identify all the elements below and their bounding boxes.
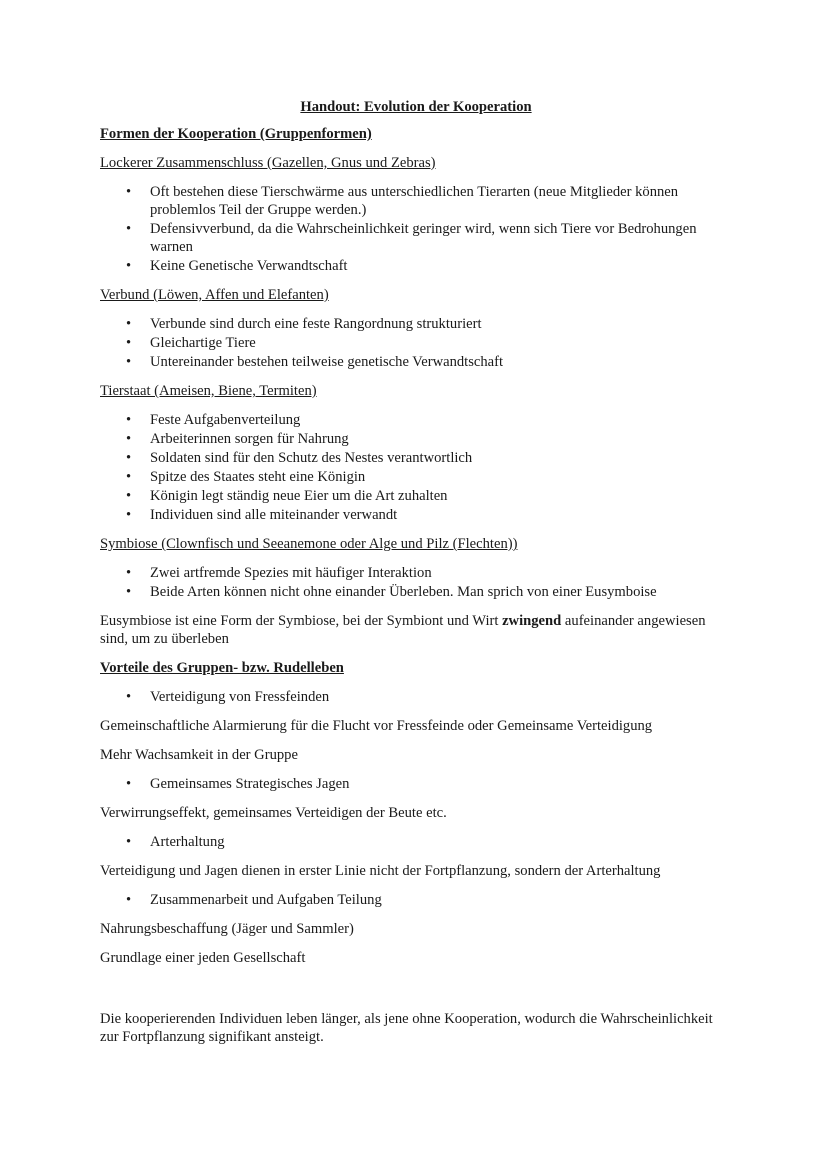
eusymbiose-text-after: aufeinander angewiesen sind, um zu überleben xyxy=(100,613,706,647)
eusymbiose-paragraph xyxy=(100,612,732,648)
list-item: • Oft bestehen diese Tierschwärme aus unterschiedlichen Tierarten (neue Mitglieder können problemlos Teil der Gruppe werden.) xyxy=(100,183,732,219)
list-item: • Spitze des Staates steht eine Königin xyxy=(100,468,732,486)
advantage-text: Mehr Wachsamkeit in der Gruppe xyxy=(100,747,298,763)
list-item: • Beide Arten können nicht ohne einander Überleben. Man sprich von einer Eusymboise xyxy=(100,583,732,601)
bullet-list-advantage-1 xyxy=(100,688,732,706)
bullet-list-symbiose xyxy=(100,564,732,601)
list-item: • Zusammenarbeit und Aufgaben Teilung xyxy=(100,891,732,909)
list-item: • Verbunde sind durch eine feste Rangordnung strukturiert xyxy=(100,315,732,333)
section-heading-forms: Formen der Kooperation (Gruppenformen) xyxy=(100,126,372,142)
advantage-text: Grundlage einer jeden Gesellschaft xyxy=(100,950,306,966)
conclusion-paragraph: Die kooperierenden Individuen leben länger, als jene ohne Kooperation, wodurch die Wahrscheinlichkeit zur Fortpflanzung signifikant ansteigt. xyxy=(100,1011,713,1045)
list-item: • Individuen sind alle miteinander verwandt xyxy=(100,506,732,524)
list-item: • Feste Aufgabenverteilung xyxy=(100,411,732,429)
list-item: • Königin legt ständig neue Eier um die Art zuhalten xyxy=(100,487,732,505)
eusymbiose-bold: zwingend xyxy=(502,613,562,629)
list-item: • Keine Genetische Verwandtschaft xyxy=(100,257,732,275)
list-item: • Defensivverbund, da die Wahrscheinlichkeit geringer wird, wenn sich Tiere vor Bedrohungen warnen xyxy=(100,220,732,256)
list-item: • Arbeiterinnen sorgen für Nahrung xyxy=(100,430,732,448)
advantage-text: Gemeinschaftliche Alarmierung für die Flucht vor Fressfeinde oder Gemeinsame Verteidigung xyxy=(100,718,653,734)
eusymbiose-text-before: Eusymbiose ist eine Form der Symbiose, bei der Symbiont und Wirt xyxy=(100,613,503,629)
advantage-text: Nahrungsbeschaffung (Jäger und Sammler) xyxy=(100,921,354,937)
section-heading-advantages: Vorteile des Gruppen- bzw. Rudelleben xyxy=(100,660,344,676)
group-heading-symbiose: Symbiose (Clownfisch und Seeanemone oder Alge und Pilz (Flechten)) xyxy=(100,536,518,552)
list-item: • Soldaten sind für den Schutz des Nestes verantwortlich xyxy=(100,449,732,467)
bullet-list-advantage-2 xyxy=(100,775,732,793)
bullet-list-lockerer xyxy=(100,183,732,275)
group-heading-lockerer: Lockerer Zusammenschluss (Gazellen, Gnus und Zebras) xyxy=(100,155,436,171)
list-item: • Untereinander bestehen teilweise genetische Verwandtschaft xyxy=(100,353,732,371)
bullet-list-verbund xyxy=(100,315,732,371)
bullet-list-tierstaat xyxy=(100,411,732,524)
list-item: • Arterhaltung xyxy=(100,833,732,851)
list-item: • Gleichartige Tiere xyxy=(100,334,732,352)
advantage-text: Verteidigung und Jagen dienen in erster Linie nicht der Fortpflanzung, sondern der Arterhaltung xyxy=(100,863,661,879)
bullet-list-advantage-3 xyxy=(100,833,732,851)
group-heading-verbund: Verbund (Löwen, Affen und Elefanten) xyxy=(100,287,329,303)
advantage-text: Verwirrungseffekt, gemeinsames Verteidigen der Beute etc. xyxy=(100,805,447,821)
group-heading-tierstaat: Tierstaat (Ameisen, Biene, Termiten) xyxy=(100,383,317,399)
bullet-list-advantage-4 xyxy=(100,891,732,909)
list-item: • Verteidigung von Fressfeinden xyxy=(100,688,732,706)
list-item: • Zwei artfremde Spezies mit häufiger Interaktion xyxy=(100,564,732,582)
list-item: • Gemeinsames Strategisches Jagen xyxy=(100,775,732,793)
spacer xyxy=(100,978,732,1010)
page-title: Handout: Evolution der Kooperation xyxy=(300,99,532,115)
